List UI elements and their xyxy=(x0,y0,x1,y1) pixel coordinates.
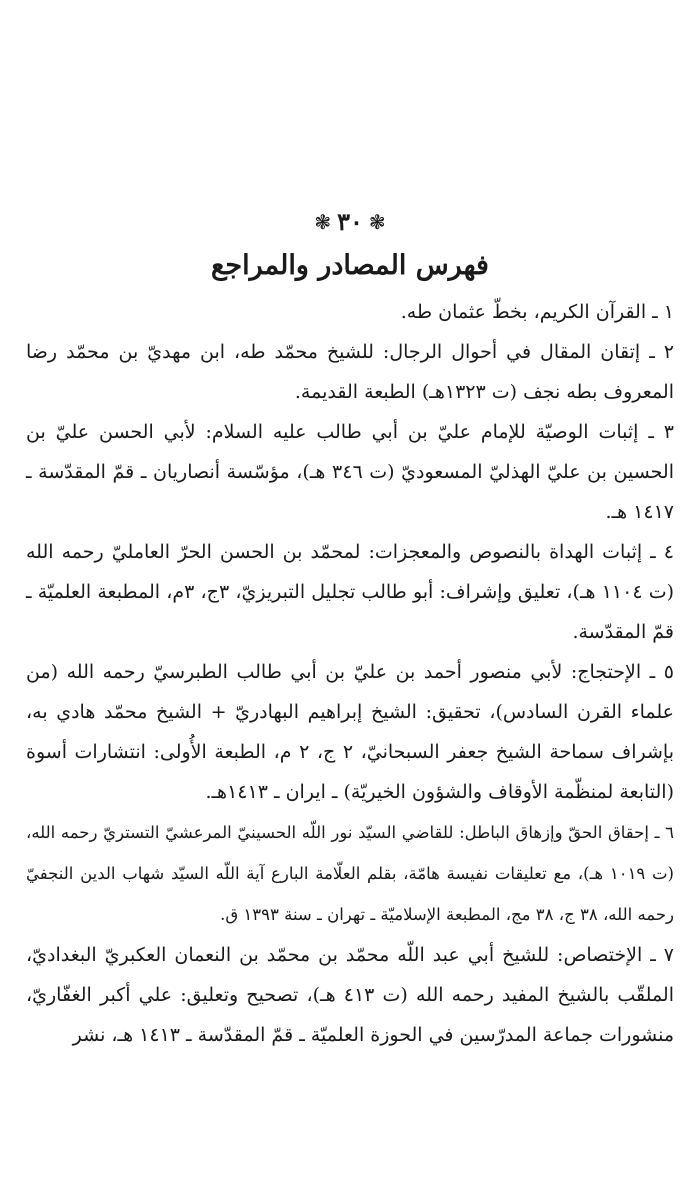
reference-entry-6: ٦ ـ إحقاق الحقّ وإزهاق الباطل: للقاضي السيّد نور اللّه الحسينيّ المرعشيّ التستريّ رحمه الله،(ت ١٠١٩ هـ)، مع تعليقات نفيسة هامّة، بقلم العلّامة البارع آية اللّه السيّد شهاب الدين النجفيّ رحمه الله، ٣٨ ج، ٣٨ مج، المطبعة الإسلاميّة ـ تهران ـ سنة ١٣٩٣ ق. xyxy=(26,823,674,924)
reference-entry-1: ١ ـ القرآن الكريم، بخطّ عثمان طه. xyxy=(400,301,674,323)
reference-entry-5: ٥ ـ الإحتجاج: لأبي منصور أحمد بن عليّ بن أبي طالب الطبرسيّ رحمه الله (من علماء القرن السادس)، تحقيق: الشيخ إبراهيم البهادريّ + الشيخ محمّد هادي به، بإشراف سماحة الشيخ جعفر السبحانيّ، ٢ ج، ٢ م، الطبعة الأُولى: انتشارات أسوة (التابعة لمنظّمة الأوقاف والشؤون الخيريّة) ـ ايران ـ ١٤١٣هـ. xyxy=(26,661,674,803)
reference-entry-2: ٢ ـ إتقان المقال في أحوال الرجال: للشيخ محمّد طه، ابن مهديّ بن محمّد رضا المعروف بطه نجف (ت ١٣٢٣هـ) الطبعة القديمة. xyxy=(26,341,674,403)
reference-entry-3: ٣ ـ إثبات الوصيّة للإمام عليّ بن أبي طالب عليه السلام: لأبي الحسن عليّ بن الحسين بن عليّ الهذليّ المسعوديّ (ت ٣٤٦ هـ)، مؤسّسة أنصاريان ـ قمّ المقدّسة ـ ١٤١٧ هـ. xyxy=(26,421,674,523)
section-number-text: ٣٠ xyxy=(337,206,363,236)
references-list xyxy=(26,292,674,1055)
ornament-right-icon: ❃ xyxy=(368,209,386,234)
page-title: فهرس المصادر والمراجع xyxy=(211,250,489,281)
reference-entry-4: ٤ ـ إثبات الهداة بالنصوص والمعجزات: لمحمّد بن الحسن الحرّ العامليّ رحمه الله (ت ١١٠٤ هـ)، تعليق وإشراف: أبو طالب تجليل التبريزيّ، ٣ج، ٣م، المطبعة العلميّة ـ قمّ المقدّسة. xyxy=(26,541,675,643)
page-content xyxy=(26,200,674,1055)
ornament-left-icon: ❃ xyxy=(314,209,332,234)
section-number xyxy=(26,200,674,240)
reference-entry-7: ٧ ـ الإختصاص: للشيخ أبي عبد اللّه محمّد بن محمّد بن النعمان العكبريّ البغداديّ، الملقّب بالشيخ المفيد رحمه الله (ت ٤١٣ هـ)، تصحيح وتعليق: علي أكبر الغفّاريّ، منشورات جماعة المدرّسين في الحوزة العلميّة ـ قمّ المقدّسة ـ ١٤١٣ هـ، نشر xyxy=(26,944,674,1046)
